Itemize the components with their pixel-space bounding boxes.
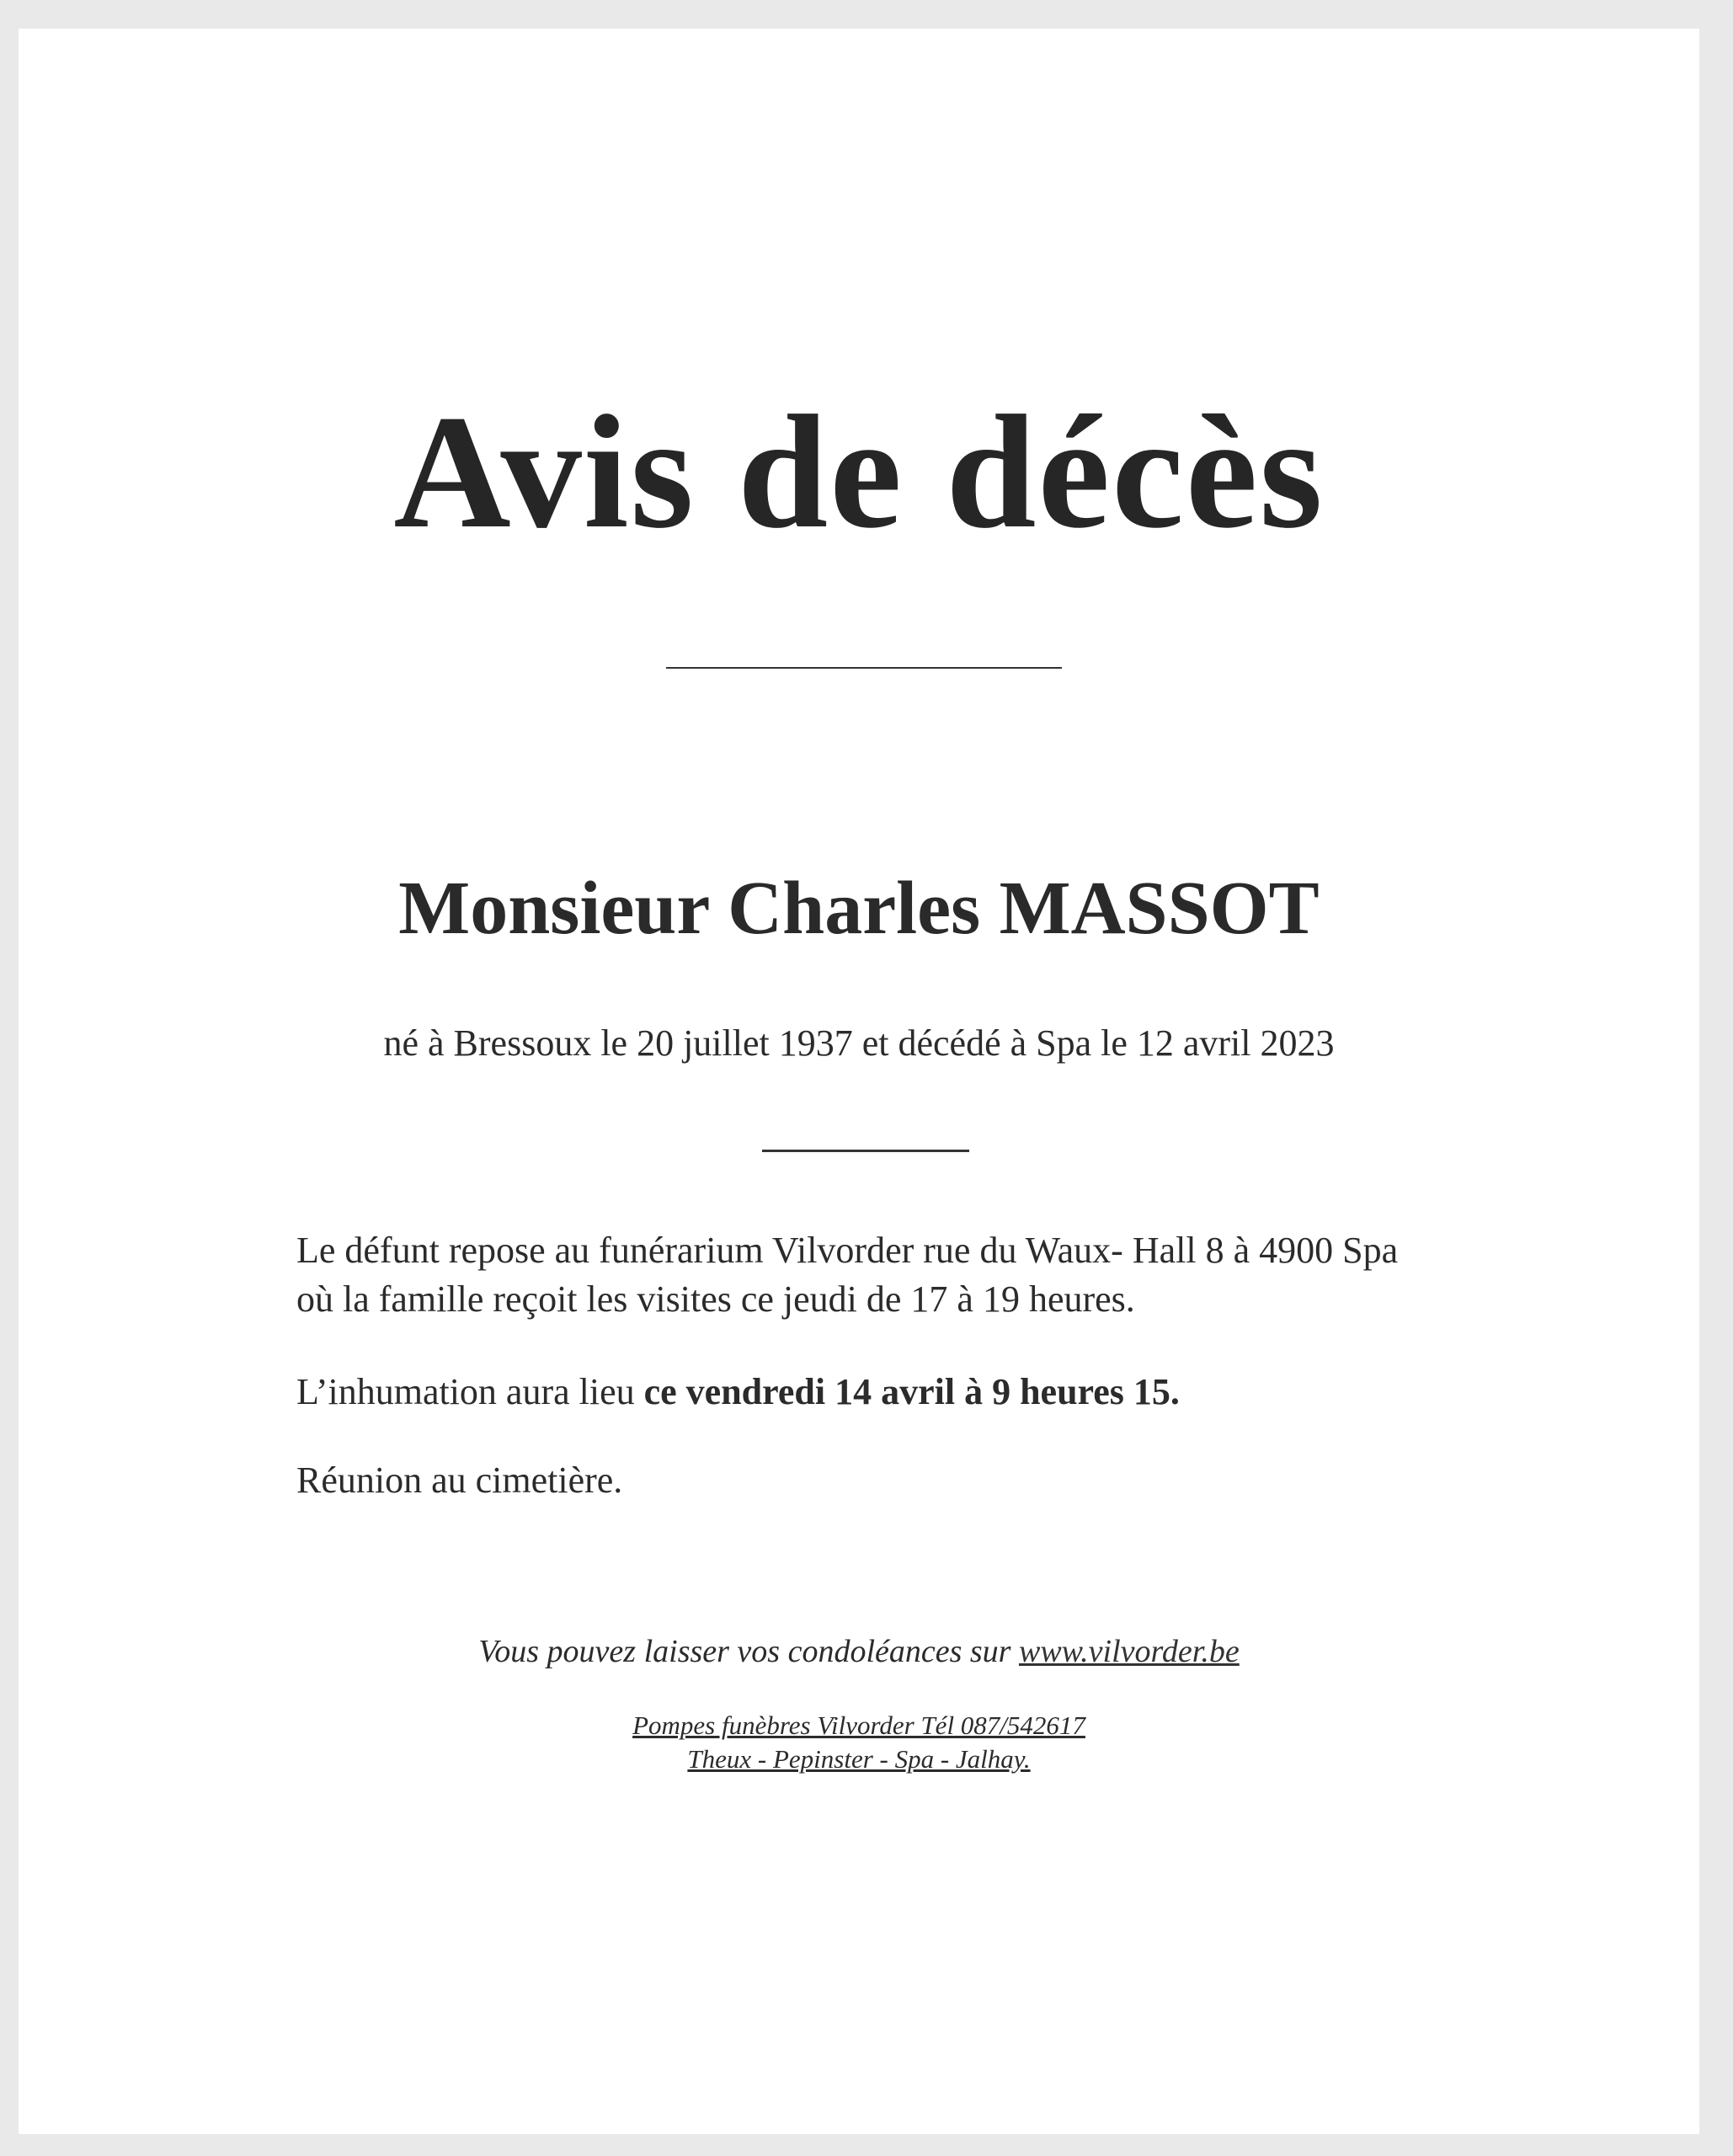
inhumation-paragraph <box>296 1368 1180 1417</box>
birth-death-dates: né à Bressoux le 20 juillet 1937 et décédé à Spa le 12 avril 2023 <box>383 1022 1335 1064</box>
reunion-paragraph: Réunion au cimetière. <box>296 1460 623 1501</box>
funeral-home-contact: Pompes funèbres Vilvorder Tél 087/542617 <box>632 1710 1085 1740</box>
divider-top <box>666 667 1062 669</box>
condolences-line <box>19 1636 1699 1668</box>
condolences-link[interactable]: www.vilvorder.be <box>1018 1634 1240 1669</box>
notice-title: Avis de décès <box>393 382 1325 562</box>
funeral-home-locations: Theux - Pepinster - Spa - Jalhay. <box>687 1744 1031 1774</box>
repose-line-1: Le défunt repose au funérarium Vilvorder rue du Waux- Hall 8 à 4900 Spa <box>296 1230 1399 1271</box>
divider-middle <box>762 1150 969 1152</box>
condolences-text: Vous pouvez laisser vos condoléances sur <box>478 1634 1019 1669</box>
repose-line-2: où la famille reçoit les visites ce jeudi de 17 à 19 heures. <box>296 1278 1135 1320</box>
inhumation-prefix: L’inhumation aura lieu <box>296 1371 644 1412</box>
notice-page <box>19 29 1699 2134</box>
deceased-name: Monsieur Charles MASSOT <box>398 867 1320 950</box>
repose-paragraph <box>296 1226 1398 1324</box>
inhumation-date: ce vendredi 14 avril à 9 heures 15. <box>643 1371 1180 1412</box>
